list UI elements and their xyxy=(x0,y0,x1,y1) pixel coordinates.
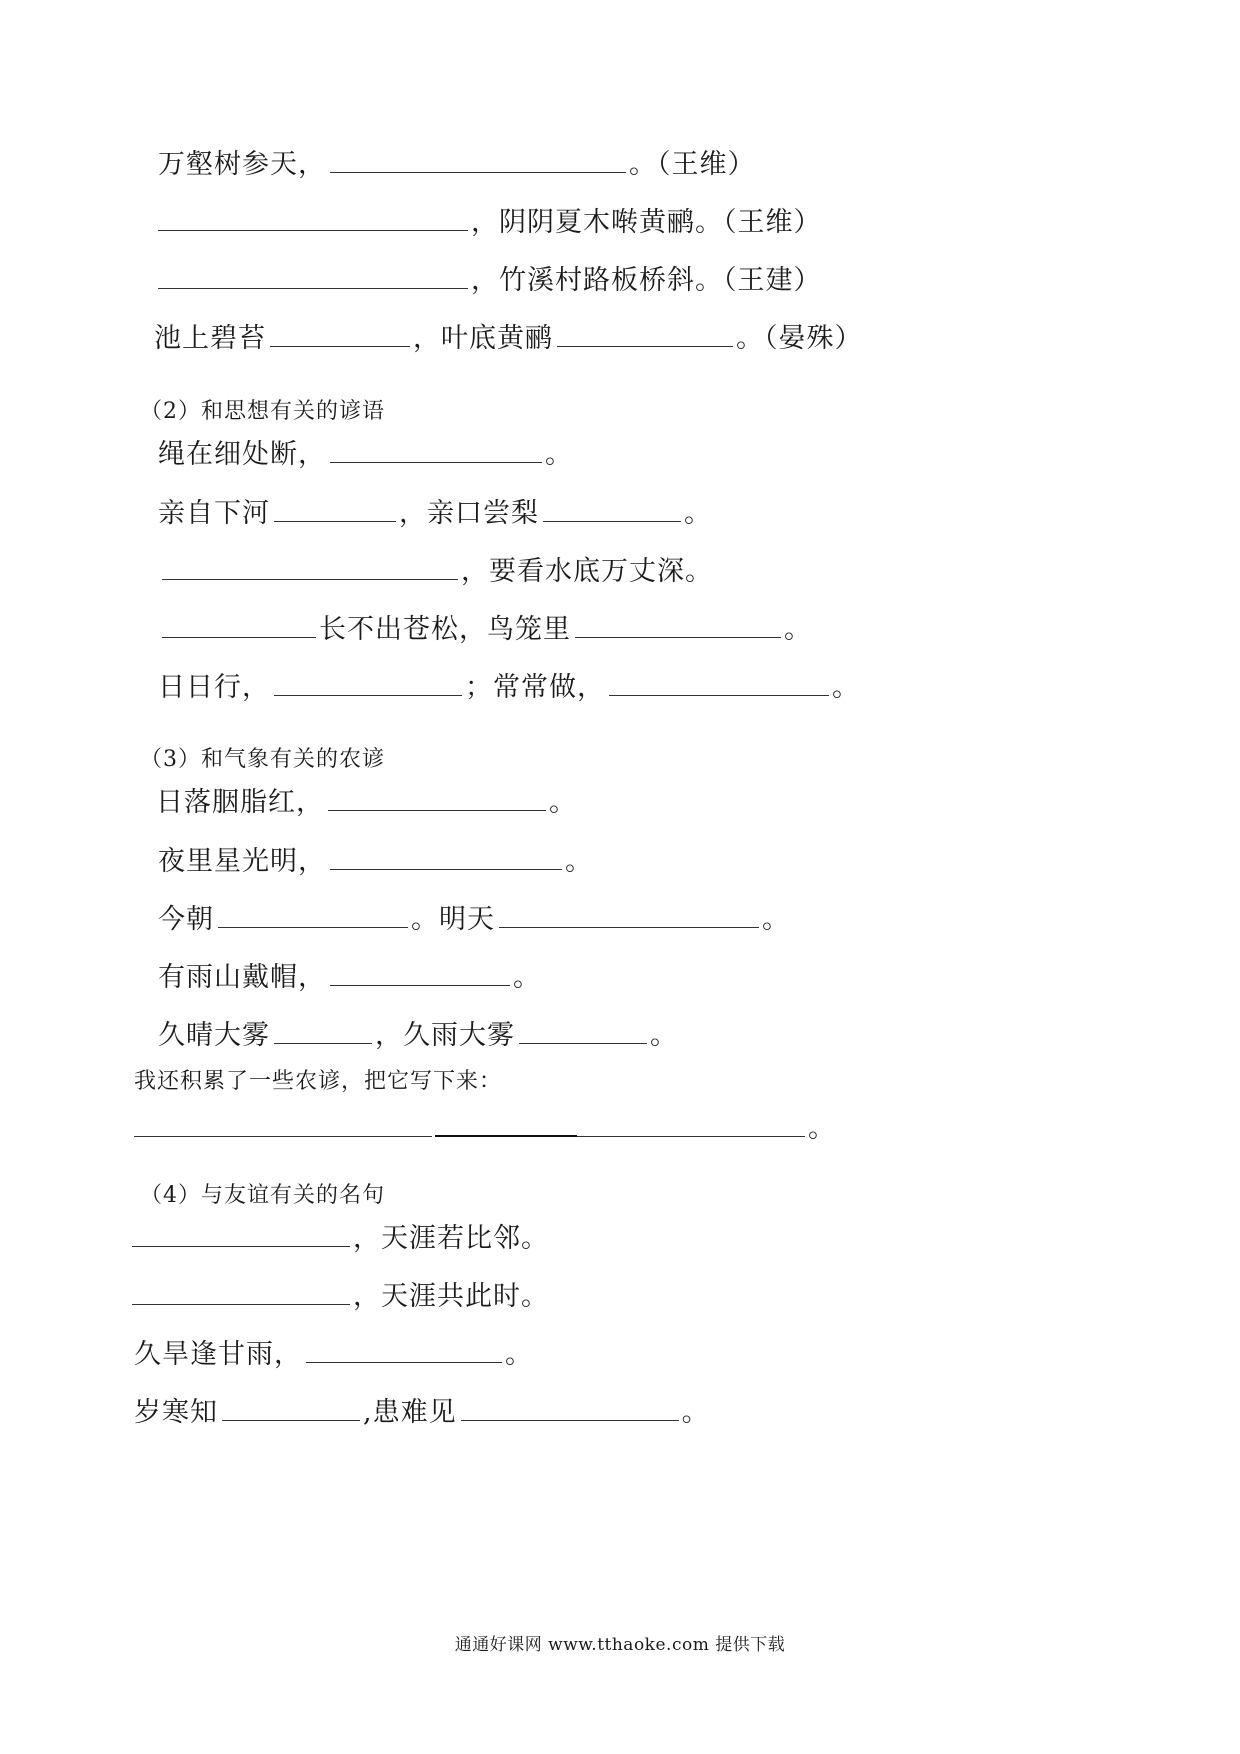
section-heading-4: （4）与友谊有关的名句 xyxy=(140,1183,385,1208)
farming-proverb-line-5 xyxy=(158,1019,678,1053)
farming-proverb-line-3 xyxy=(158,903,790,937)
line-text: 亲自下河 xyxy=(158,498,270,529)
line-text: 今朝 xyxy=(158,904,214,935)
answer-blank[interactable] xyxy=(222,1419,360,1421)
answer-blank[interactable] xyxy=(575,636,781,638)
friendship-line-3 xyxy=(134,1338,533,1372)
line-text: 绳在细处断， xyxy=(158,439,326,470)
line-text: 久晴大雾 xyxy=(158,1020,270,1051)
proverb-line-2 xyxy=(158,497,712,531)
answer-blank[interactable] xyxy=(162,578,458,580)
proverb-line-3 xyxy=(158,555,713,589)
line-text: 。 xyxy=(681,1397,710,1428)
poem-line-2 xyxy=(154,206,822,240)
answer-blank[interactable] xyxy=(158,229,468,231)
answer-blank[interactable] xyxy=(557,345,733,347)
farming-proverb-line-4 xyxy=(158,961,541,995)
answer-blank[interactable] xyxy=(306,1361,502,1363)
line-text: ，竹溪村路板桥斜。（王建） xyxy=(471,265,822,296)
friendship-line-2 xyxy=(128,1280,549,1314)
section-heading-2: （2）和思想有关的谚语 xyxy=(140,399,385,424)
line-text: ，久雨大雾 xyxy=(375,1020,515,1051)
farming-proverb-line-2 xyxy=(158,845,593,879)
friendship-line-1 xyxy=(128,1222,549,1256)
answer-blank[interactable] xyxy=(328,809,546,811)
line-text: 。 xyxy=(650,1020,678,1051)
line-text: 。 xyxy=(545,439,573,470)
answer-blank[interactable] xyxy=(519,1042,647,1044)
line-text: 。 xyxy=(832,672,860,703)
line-text: 。 xyxy=(684,498,712,529)
line-text: 久旱逢甘雨， xyxy=(134,1339,302,1370)
answer-blank[interactable] xyxy=(330,461,542,463)
proverb-line-1 xyxy=(158,438,573,472)
answer-blank[interactable] xyxy=(435,1134,577,1137)
line-text: 日日行， xyxy=(158,672,270,703)
line-text: ，要看水底万丈深。 xyxy=(461,556,713,587)
poem-line-3 xyxy=(154,264,822,298)
line-text: 夜里星光明， xyxy=(158,846,326,877)
line-text: 有雨山戴帽， xyxy=(158,962,326,993)
line-text: ，天涯若比邻。 xyxy=(353,1223,549,1254)
answer-blank[interactable] xyxy=(132,1303,350,1305)
answer-blank[interactable] xyxy=(330,171,626,173)
line-text: 。 xyxy=(565,846,593,877)
line-text: 。明天 xyxy=(411,904,495,935)
answer-blank[interactable] xyxy=(132,1245,350,1247)
line-text: ，天涯共此时。 xyxy=(353,1281,549,1312)
poem-line-4 xyxy=(154,322,863,356)
answer-blank[interactable] xyxy=(274,520,396,522)
answer-blank[interactable] xyxy=(218,926,408,928)
line-text: 。 xyxy=(513,962,541,993)
line-text: 池上碧苔 xyxy=(154,323,266,354)
section-heading-3: （3）和气象有关的农谚 xyxy=(140,747,385,772)
proverb-line-5 xyxy=(158,671,860,705)
answer-blank[interactable] xyxy=(577,1135,805,1137)
line-text: 。（王维） xyxy=(629,149,756,180)
farming-proverb-line-1 xyxy=(156,786,577,820)
line-text: 。 xyxy=(808,1113,836,1144)
friendship-line-4 xyxy=(134,1396,710,1430)
line-text: ,患难见 xyxy=(363,1397,457,1428)
line-text: 。 xyxy=(762,904,790,935)
answer-blank[interactable] xyxy=(499,926,759,928)
page-footer: 通通好课网 www.tthaoke.com 提供下载 xyxy=(454,1635,786,1655)
line-text: ，叶底黄鹂 xyxy=(413,323,553,354)
answer-blank[interactable] xyxy=(274,1042,372,1044)
line-text: 。 xyxy=(784,614,812,645)
answer-blank[interactable] xyxy=(134,1135,432,1137)
answer-blank[interactable] xyxy=(543,520,681,522)
line-text: 岁寒知 xyxy=(134,1397,218,1428)
answer-blank[interactable] xyxy=(461,1419,679,1421)
line-text: 万壑树参天， xyxy=(158,149,326,180)
line-text: 。 xyxy=(505,1339,533,1370)
line-text: 日落胭脂红， xyxy=(156,787,324,818)
poem-line-1 xyxy=(158,148,756,182)
line-text: ；常常做， xyxy=(465,672,605,703)
answer-blank[interactable] xyxy=(330,868,562,870)
line-text: ，亲口尝梨 xyxy=(399,498,539,529)
answer-blank[interactable] xyxy=(330,984,510,986)
extra-proverbs-answer xyxy=(130,1112,836,1146)
answer-blank[interactable] xyxy=(162,636,316,638)
answer-blank[interactable] xyxy=(270,345,410,347)
proverb-line-4 xyxy=(158,613,812,647)
extra-proverbs-prompt: 我还积累了一些农谚，把它写下来： xyxy=(134,1069,503,1094)
answer-blank[interactable] xyxy=(158,287,468,289)
line-text: ，阴阴夏木啭黄鹂。（王维） xyxy=(471,207,822,238)
answer-blank[interactable] xyxy=(274,694,462,696)
line-text: 。（晏殊） xyxy=(736,323,863,354)
answer-blank[interactable] xyxy=(609,694,829,696)
line-text: 。 xyxy=(549,787,577,818)
line-text: 长不出苍松，鸟笼里 xyxy=(319,614,571,645)
